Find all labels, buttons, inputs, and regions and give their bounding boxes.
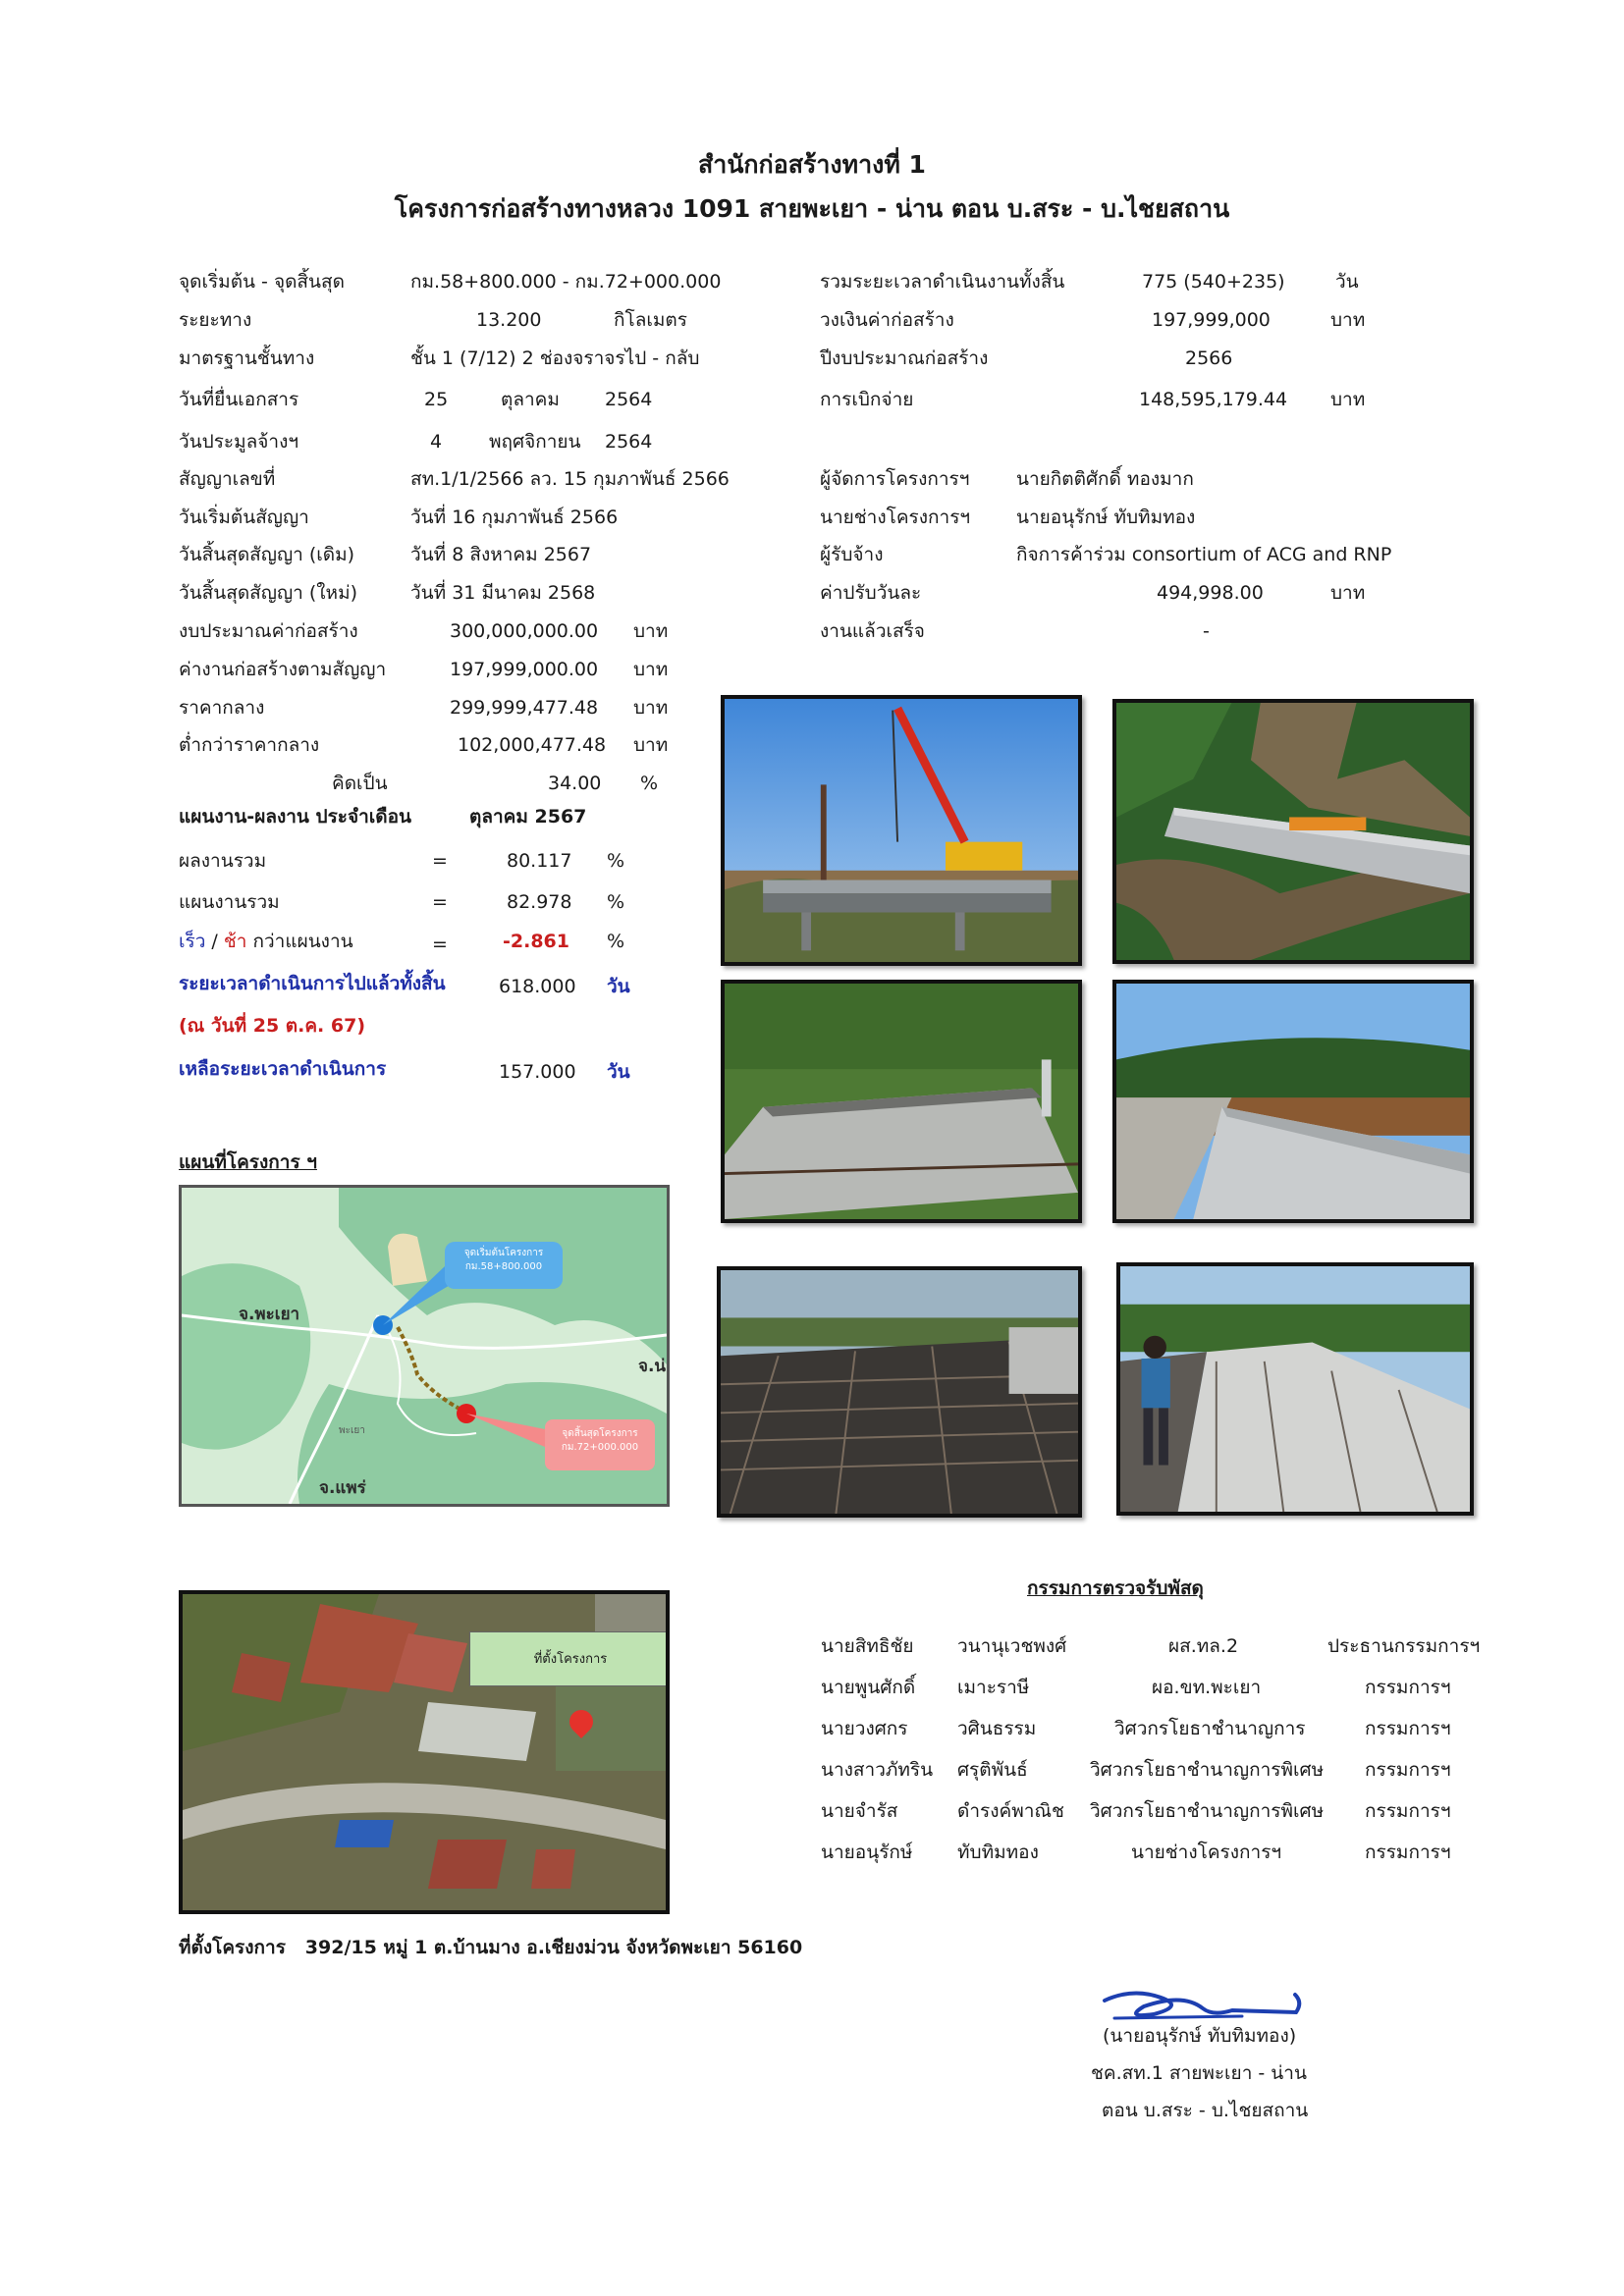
member-first: นายวงศกร	[821, 1718, 908, 1739]
asof-date: (ณ วันที่ 25 ต.ค. 67)	[179, 1015, 365, 1037]
actual-value: 80.117	[507, 850, 572, 872]
diff-slow: ช้า	[223, 931, 247, 952]
person-value: นายอนุรักษ์ ทับทิมทอง	[1016, 507, 1196, 528]
info-value: สท.1/1/2566 ลว. 15 กุมภาพันธ์ 2566	[410, 468, 730, 490]
info-value: วันที่ 16 กุมภาพันธ์ 2566	[410, 507, 619, 528]
member-role: กรรมการฯ	[1365, 1759, 1451, 1781]
info-value: วันที่ 8 สิงหาคม 2567	[410, 544, 592, 565]
map-heading: แผนที่โครงการ ฯ	[179, 1151, 317, 1173]
signer-name: (นายอนุรักษ์ ทับทิมทอง)	[1103, 2025, 1297, 2047]
member-role: กรรมการฯ	[1365, 1718, 1451, 1739]
member-last: เมาะราษี	[957, 1677, 1030, 1698]
end-callout	[545, 1427, 655, 1455]
money-value: 299,999,477.48	[450, 697, 599, 719]
date-day: 25	[424, 389, 449, 410]
info-value: 148,595,179.44	[1139, 389, 1288, 410]
person-label: ผู้รับจ้าง	[820, 544, 884, 565]
member-position: นายช่างโครงการฯ	[1131, 1842, 1282, 1863]
member-position: วิศวกรโยธาชำนาญการพิเศษ	[1090, 1759, 1325, 1781]
info-label: การเบิกจ่าย	[820, 389, 914, 410]
info-label: วันสิ้นสุดสัญญา (เดิม)	[179, 544, 355, 565]
start-callout	[445, 1247, 563, 1274]
fine-unit: บาท	[1330, 582, 1366, 604]
member-position: ผส.ทล.2	[1168, 1635, 1239, 1657]
remain-value: 157.000	[499, 1061, 576, 1083]
member-first: นายจำรัส	[821, 1800, 898, 1822]
member-first: นายพูนศักดิ์	[821, 1677, 916, 1698]
diff-fast: เร็ว	[179, 931, 206, 952]
end-callout-km: กม.72+000.000	[561, 1442, 639, 1453]
photo-concrete-deck	[721, 980, 1082, 1223]
money-label: ค่างานก่อสร้างตามสัญญา	[179, 659, 387, 680]
photo-rebar-deck	[717, 1266, 1082, 1518]
equals-sign: =	[432, 891, 448, 913]
person-label: ผู้จัดการโครงการฯ	[820, 468, 970, 490]
info-label: ปีงบประมาณก่อสร้าง	[820, 347, 989, 369]
percent-sign: %	[607, 931, 625, 952]
info-value: วันที่ 31 มีนาคม 2568	[410, 582, 596, 604]
info-unit: บาท	[1330, 389, 1366, 410]
site-address	[179, 1936, 802, 1959]
info-label: มาตรฐานชั้นทาง	[179, 347, 315, 369]
map-small-label: พะเยา	[339, 1425, 365, 1436]
date-month: พฤศจิกายน	[489, 431, 581, 453]
project-title: โครงการก่อสร้างทางหลวง 1091 สายพะเยา - น่าน ตอน บ.สระ - บ.ไชยสถาน	[394, 194, 1230, 223]
progress-month: ตุลาคม 2567	[469, 806, 587, 828]
info-value: 197,999,000	[1152, 309, 1271, 331]
member-role: ประธานกรรมการฯ	[1327, 1635, 1481, 1657]
elapsed-value: 618.000	[499, 976, 576, 997]
info-label: วันที่ยื่นเอกสาร	[179, 389, 299, 410]
money-unit: บาท	[633, 659, 669, 680]
info-unit: กิโลเมตร	[614, 309, 687, 331]
percent-sign: %	[607, 850, 625, 872]
money-value: 197,999,000.00	[450, 659, 599, 680]
info-value: กม.58+800.000 - กม.72+000.000	[410, 271, 722, 293]
member-role: กรรมการฯ	[1365, 1677, 1451, 1698]
day-unit: วัน	[607, 976, 630, 997]
done-label: งานแล้วเสร็จ	[820, 620, 925, 642]
member-last: ดำรงค์พาณิช	[957, 1800, 1064, 1822]
money-unit: %	[640, 773, 659, 794]
member-last: ศรุติพันธ์	[957, 1759, 1028, 1781]
remain-label: เหลือระยะเวลาดำเนินการ	[179, 1058, 387, 1080]
handwritten-signature	[1095, 1973, 1311, 2032]
site-label-box	[469, 1631, 670, 1686]
member-last: วนานุเวชพงศ์	[957, 1635, 1067, 1657]
member-first: นายอนุรักษ์	[821, 1842, 913, 1863]
money-value: 300,000,000.00	[450, 620, 599, 642]
date-year: 2564	[605, 431, 653, 453]
diff-value: -2.861	[503, 931, 569, 952]
money-value: 34.00	[548, 773, 602, 794]
elapsed-label: ระยะเวลาดำเนินการไปแล้วทั้งสิ้น	[179, 973, 446, 994]
info-value: 775 (540+235)	[1142, 271, 1285, 293]
plan-value: 82.978	[507, 891, 572, 913]
money-label: ต่ำกว่าราคากลาง	[179, 734, 320, 756]
diff-sep: /	[205, 931, 224, 952]
actual-label: ผลงานรวม	[179, 850, 267, 872]
info-label: วันเริ่มต้นสัญญา	[179, 507, 309, 528]
photo-bridge-barrier	[1112, 980, 1474, 1223]
city-phrae: จ.แพร่	[319, 1478, 366, 1498]
address-label: ที่ตั้งโครงการ	[179, 1937, 286, 1958]
progress-heading: แผนงาน-ผลงาน ประจำเดือน	[179, 806, 412, 828]
info-label: วันสิ้นสุดสัญญา (ใหม่)	[179, 582, 358, 604]
money-label: งบประมาณค่าก่อสร้าง	[179, 620, 358, 642]
money-value: 102,000,477.48	[458, 734, 607, 756]
member-position: วิศวกรโยธาชำนาญการพิเศษ	[1090, 1800, 1325, 1822]
site-satellite-image	[179, 1590, 670, 1914]
member-role: กรรมการฯ	[1365, 1800, 1451, 1822]
info-label: สัญญาเลขที่	[179, 468, 276, 490]
date-month: ตุลาคม	[501, 389, 560, 410]
photo-worker-deck	[1116, 1262, 1474, 1516]
member-first: นายสิทธิชัย	[821, 1635, 914, 1657]
money-label: ราคากลาง	[179, 697, 265, 719]
photo-aerial-bridge	[1112, 699, 1474, 964]
fine-value: 494,998.00	[1157, 582, 1264, 604]
start-callout-title: จุดเริ่มต้นโครงการ	[463, 1248, 544, 1258]
money-label: คิดเป็น	[332, 773, 388, 794]
info-unit: บาท	[1330, 309, 1366, 331]
percent-sign: %	[607, 891, 625, 913]
info-label: วงเงินค่าก่อสร้าง	[820, 309, 954, 331]
info-label: จุดเริ่มต้น - จุดสิ้นสุด	[179, 271, 345, 293]
person-value: นายกิตติศักดิ์ ทองมาก	[1016, 468, 1194, 490]
photo-crane-bridge	[721, 695, 1082, 966]
start-callout-km: กม.58+800.000	[464, 1261, 543, 1272]
signer-position: ชค.สท.1 สายพะเยา - น่าน	[1091, 2062, 1307, 2084]
money-unit: บาท	[633, 697, 669, 719]
money-unit: บาท	[633, 734, 669, 756]
signer-section: ตอน บ.สระ - บ.ไชยสถาน	[1102, 2100, 1309, 2121]
date-day: 4	[430, 431, 443, 453]
equals-sign: =	[432, 934, 448, 955]
city-phayao: จ.พะเยา	[239, 1305, 300, 1324]
office-title: สำนักก่อสร้างทางที่ 1	[698, 150, 926, 179]
member-position: วิศวกรโยธาชำนาญการ	[1114, 1718, 1306, 1739]
info-label: รวมระยะเวลาดำเนินงานทั้งสิ้น	[820, 271, 1065, 293]
info-value: 2566	[1185, 347, 1233, 369]
member-role: กรรมการฯ	[1365, 1842, 1451, 1863]
fine-label: ค่าปรับวันละ	[820, 582, 922, 604]
info-label: ระยะทาง	[179, 309, 252, 331]
done-value: -	[1203, 620, 1210, 642]
info-value: 13.200	[476, 309, 542, 331]
date-year: 2564	[605, 389, 653, 410]
info-unit: วัน	[1335, 271, 1359, 293]
site-label: ที่ตั้งโครงการ	[533, 1652, 608, 1667]
committee-heading: กรรมการตรวจรับพัสดุ	[1027, 1577, 1204, 1599]
info-label: วันประมูลจ้างฯ	[179, 431, 299, 453]
member-last: วศินธรรม	[957, 1718, 1037, 1739]
diff-rest: กว่าแผนงาน	[246, 931, 353, 952]
diff-label	[179, 930, 353, 953]
person-label: นายช่างโครงการฯ	[820, 507, 971, 528]
project-map	[179, 1185, 670, 1507]
day-unit: วัน	[607, 1061, 630, 1083]
member-first: นางสาวภัทริน	[821, 1759, 934, 1781]
person-value: กิจการค้าร่วม consortium of ACG and RNP	[1016, 544, 1392, 565]
end-callout-title: จุดสิ้นสุดโครงการ	[562, 1428, 638, 1439]
city-nan: จ.น่	[638, 1357, 667, 1376]
equals-sign: =	[432, 850, 448, 872]
member-last: ทับทิมทอง	[957, 1842, 1039, 1863]
member-position: ผอ.ขท.พะเยา	[1152, 1677, 1262, 1698]
money-unit: บาท	[633, 620, 669, 642]
info-value: ชั้น 1 (7/12) 2 ช่องจราจรไป - กลับ	[410, 347, 700, 369]
address-value: 392/15 หมู่ 1 ต.บ้านมาง อ.เชียงม่วน จังหวัดพะเยา 56160	[304, 1937, 803, 1958]
plan-label: แผนงานรวม	[179, 891, 280, 913]
